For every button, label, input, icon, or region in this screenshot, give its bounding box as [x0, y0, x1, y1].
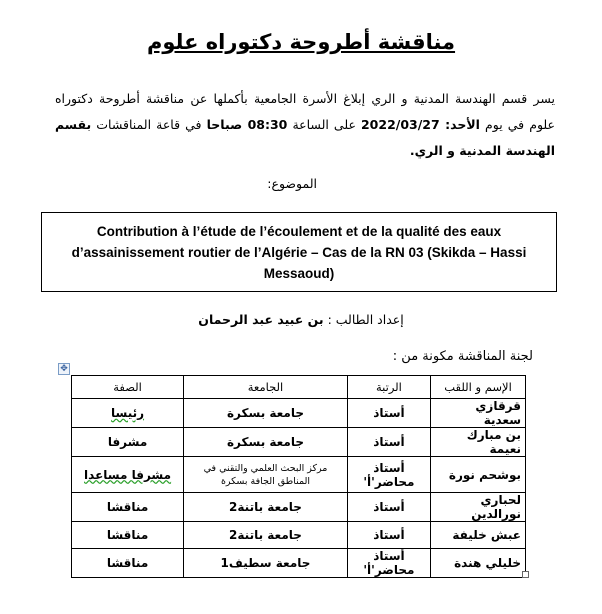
- member-university: جامعة بسكرة: [184, 428, 348, 457]
- member-role: مناقشا: [72, 493, 184, 522]
- member-name: بوشحم نورة: [431, 457, 526, 493]
- announcement-day: الأحد: 2022/03/27: [360, 117, 480, 132]
- table-row: [72, 549, 526, 578]
- announcement-place: بقسم الهندسة المدنية و الري.: [55, 117, 555, 158]
- header-name: الإسم و اللقب: [431, 376, 526, 399]
- table-row: [72, 457, 526, 493]
- member-rank: أستاذ: [347, 428, 430, 457]
- member-name: عبش خليفة: [431, 522, 526, 549]
- member-name: قرقازي سعدية: [431, 399, 526, 428]
- member-university: جامعة بسكرة: [184, 399, 348, 428]
- table-row: [72, 493, 526, 522]
- member-university: مركز البحث العلمي والتقني في المناطق الجافة بسكرة: [184, 457, 348, 493]
- announcement-paragraph: [55, 86, 555, 164]
- student-line: [0, 312, 602, 327]
- member-role: [72, 457, 184, 493]
- student-name: بن عبيد عبد الرحمان: [198, 312, 324, 327]
- member-rank: أستاذ: [347, 399, 430, 428]
- header-university: الجامعة: [184, 376, 348, 399]
- member-rank: أستاذ محاضر'أ': [347, 457, 430, 493]
- member-name: لحباري نورالدين: [431, 493, 526, 522]
- member-rank: أستاذ: [347, 522, 430, 549]
- member-university: جامعة سطيف1: [184, 549, 348, 578]
- committee-label: لجنة المناقشة مكونة من :: [392, 349, 533, 364]
- member-name: خليلي هندة: [431, 549, 526, 578]
- thesis-title: Contribution à l’étude de l’écoulement et de la qualité des eaux d’assainissement routier de l’Algérie – Cas de la RN 03 (Skikda – Hassi Messaoud): [71, 223, 527, 281]
- member-rank: أستاذ محاضر'أ': [347, 549, 430, 578]
- committee-table: [71, 375, 526, 578]
- table-row: [72, 428, 526, 457]
- subject-label: الموضوع:: [267, 176, 317, 191]
- member-role: مشرفا: [72, 428, 184, 457]
- announcement-text-1: يسر قسم الهندسة المدنية و الري إبلاغ الأسرة الجامعية بأكملها عن مناقشة أطروحة دكتوراه علوم في يوم: [55, 91, 555, 132]
- announcement-text-2: على الساعة: [287, 117, 361, 132]
- member-role-text: رئيسا: [111, 406, 145, 420]
- announcement-time: 08:30 صباحا: [206, 117, 288, 132]
- table-header-row: [72, 376, 526, 399]
- resize-handle-icon[interactable]: [522, 571, 529, 578]
- member-university: جامعة باتنة2: [184, 493, 348, 522]
- member-name: بن مبارك نعيمة: [431, 428, 526, 457]
- member-role: مناقشا: [72, 549, 184, 578]
- member-role: مناقشا: [72, 522, 184, 549]
- member-role: [72, 399, 184, 428]
- member-role-text: مشرفا مساعدا: [84, 467, 172, 482]
- header-role: الصفة: [72, 376, 184, 399]
- header-rank: الرتبة: [347, 376, 430, 399]
- table-row: [72, 522, 526, 549]
- page-title: مناقشة أطروحة دكتوراه علوم: [146, 30, 456, 54]
- member-university: جامعة باتنة2: [184, 522, 348, 549]
- announcement-text-3: في قاعة المناقشات: [91, 117, 207, 132]
- move-icon[interactable]: ✥: [58, 363, 70, 375]
- student-label: إعداد الطالب :: [323, 312, 404, 327]
- thesis-title-box: [41, 212, 557, 292]
- table-row: [72, 399, 526, 428]
- member-rank: أستاذ: [347, 493, 430, 522]
